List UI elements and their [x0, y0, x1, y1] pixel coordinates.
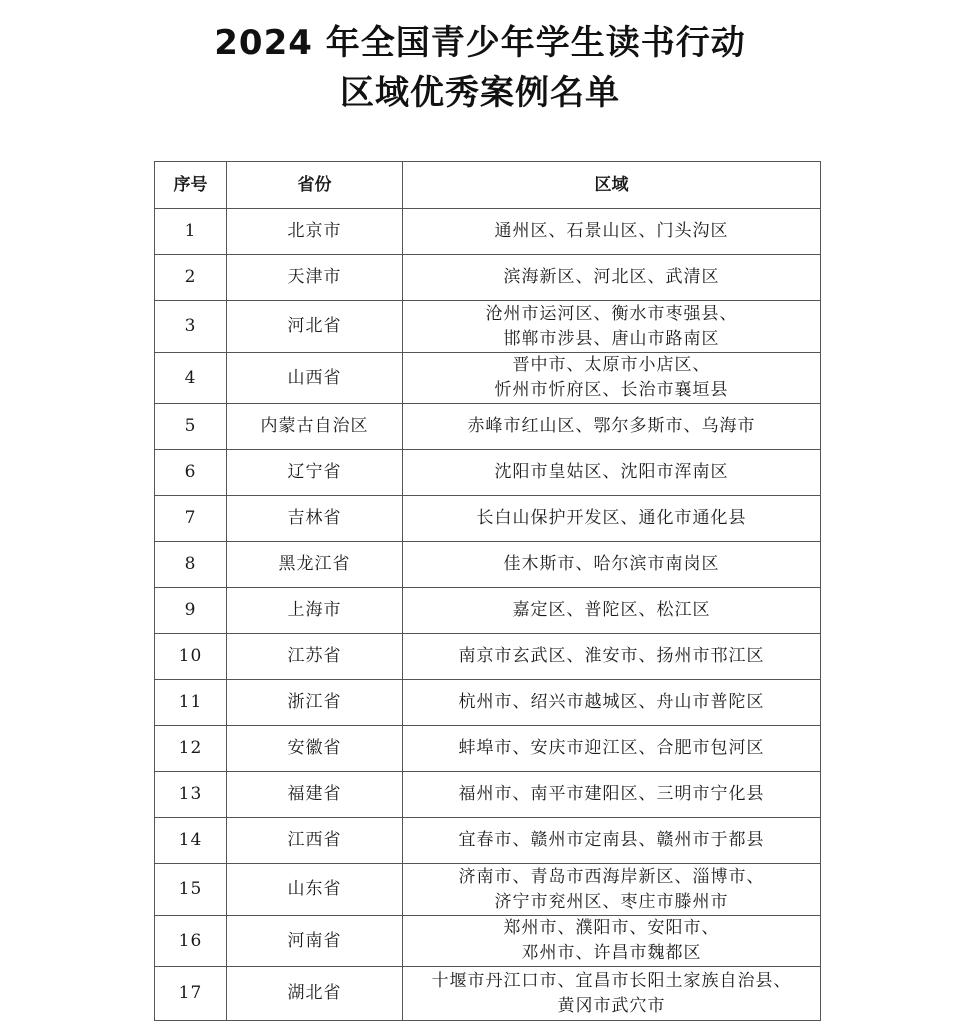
cell-serial-number: 3	[155, 301, 227, 353]
cell-region	[403, 255, 821, 301]
cell-region	[403, 634, 821, 680]
case-list-table	[154, 161, 821, 1021]
cell-region	[403, 209, 821, 255]
cell-region	[403, 680, 821, 726]
cell-province: 山西省	[227, 353, 403, 404]
cell-province: 北京市	[227, 209, 403, 255]
table-row	[155, 255, 821, 301]
cell-serial-number: 17	[155, 967, 227, 1021]
cell-province: 上海市	[227, 588, 403, 634]
cell-region	[403, 772, 821, 818]
table-row	[155, 301, 821, 353]
region-line: 郑州市、濮阳市、安阳市、	[503, 918, 720, 938]
table-row	[155, 542, 821, 588]
region-line: 福州市、南平市建阳区、三明市宁化县	[458, 784, 765, 804]
cell-serial-number: 13	[155, 772, 227, 818]
cell-region	[403, 404, 821, 450]
table-row	[155, 404, 821, 450]
header-serial-number: 序号	[155, 162, 227, 209]
region-line: 济宁市兖州区、枣庄市滕州市	[494, 891, 729, 912]
cell-region	[403, 542, 821, 588]
region-line: 南京市玄武区、淮安市、扬州市邗江区	[458, 646, 765, 666]
table-row	[155, 450, 821, 496]
region-line: 嘉定区、普陀区、松江区	[512, 600, 711, 620]
cell-province: 河南省	[227, 916, 403, 967]
cell-province: 湖北省	[227, 967, 403, 1021]
region-line: 沈阳市皇姑区、沈阳市浑南区	[494, 462, 729, 482]
cell-region	[403, 916, 821, 967]
region-line: 滨海新区、河北区、武清区	[503, 267, 720, 287]
cell-region	[403, 496, 821, 542]
header-region: 区域	[403, 162, 821, 209]
region-line: 十堰市丹江口市、宜昌市长阳土家族自治县、	[431, 970, 792, 991]
table-row	[155, 353, 821, 404]
region-line: 蚌埠市、安庆市迎江区、合肥市包河区	[458, 738, 765, 758]
cell-province: 安徽省	[227, 726, 403, 772]
cell-province: 辽宁省	[227, 450, 403, 496]
table-row	[155, 209, 821, 255]
region-line: 宜春市、赣州市定南县、赣州市于都县	[458, 830, 765, 850]
table-row	[155, 496, 821, 542]
cell-serial-number: 6	[155, 450, 227, 496]
title-line-1: 2024 年全国青少年学生读书行动	[214, 23, 746, 63]
table-row	[155, 588, 821, 634]
cell-province: 吉林省	[227, 496, 403, 542]
table-row	[155, 864, 821, 916]
cell-province: 福建省	[227, 772, 403, 818]
table-row	[155, 726, 821, 772]
cell-province: 河北省	[227, 301, 403, 353]
table-body	[155, 209, 821, 1021]
cell-province: 江西省	[227, 818, 403, 864]
cell-serial-number: 16	[155, 916, 227, 967]
cell-region	[403, 818, 821, 864]
region-line: 沧州市运河区、衡水市枣强县、	[485, 303, 738, 324]
cell-serial-number: 2	[155, 255, 227, 301]
cell-serial-number: 8	[155, 542, 227, 588]
cell-serial-number: 7	[155, 496, 227, 542]
table-row	[155, 772, 821, 818]
cell-serial-number: 4	[155, 353, 227, 404]
cell-region	[403, 864, 821, 916]
cell-region	[403, 588, 821, 634]
cell-province: 山东省	[227, 864, 403, 916]
cell-serial-number: 11	[155, 680, 227, 726]
region-line: 邯郸市涉县、唐山市路南区	[503, 328, 720, 349]
region-line: 赤峰市红山区、鄂尔多斯市、乌海市	[467, 416, 756, 436]
cell-serial-number: 1	[155, 209, 227, 255]
table-row	[155, 967, 821, 1021]
region-line: 晋中市、太原市小店区、	[512, 355, 711, 375]
title-line-2: 区域优秀案例名单	[340, 73, 620, 113]
cell-serial-number: 14	[155, 818, 227, 864]
cell-serial-number: 9	[155, 588, 227, 634]
region-line: 邓州市、许昌市魏都区	[521, 943, 702, 963]
table-row	[155, 818, 821, 864]
region-line: 忻州市忻府区、长治市襄垣县	[494, 380, 729, 400]
region-line: 黄冈市武穴市	[557, 995, 666, 1016]
table-row	[155, 680, 821, 726]
cell-province: 黑龙江省	[227, 542, 403, 588]
region-line: 通州区、石景山区、门头沟区	[494, 221, 729, 241]
header-province: 省份	[227, 162, 403, 209]
region-line: 佳木斯市、哈尔滨市南岗区	[503, 554, 720, 574]
table-row	[155, 916, 821, 967]
cell-region	[403, 450, 821, 496]
cell-region	[403, 301, 821, 353]
cell-serial-number: 10	[155, 634, 227, 680]
table-header-row	[155, 162, 821, 209]
table-row	[155, 634, 821, 680]
cell-province: 浙江省	[227, 680, 403, 726]
cell-region	[403, 726, 821, 772]
cell-serial-number: 5	[155, 404, 227, 450]
cell-serial-number: 12	[155, 726, 227, 772]
cell-province: 江苏省	[227, 634, 403, 680]
case-list-table-container	[154, 161, 820, 1021]
region-line: 杭州市、绍兴市越城区、舟山市普陀区	[458, 692, 765, 712]
cell-province: 天津市	[227, 255, 403, 301]
cell-serial-number: 15	[155, 864, 227, 916]
region-line: 济南市、青岛市西海岸新区、淄博市、	[458, 866, 765, 887]
document-title	[0, 18, 960, 118]
cell-region	[403, 353, 821, 404]
cell-province: 内蒙古自治区	[227, 404, 403, 450]
region-line: 长白山保护开发区、通化市通化县	[476, 508, 747, 528]
cell-region	[403, 967, 821, 1021]
